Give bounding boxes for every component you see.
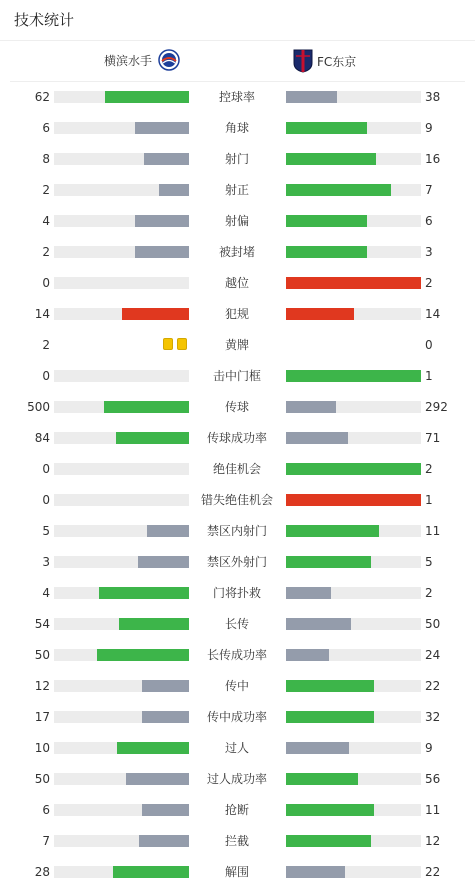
away-stat-bar-track [286,835,421,847]
home-stat-bar [99,587,189,599]
away-stat-value: 9 [425,741,433,755]
home-stat-value: 50 [34,772,50,786]
away-stat-bar-track [286,525,421,537]
home-stat-bar [119,618,189,630]
away-stat-value: 71 [425,431,441,445]
away-team[interactable] [293,49,356,73]
stat-row [0,795,475,826]
stat-row [0,609,475,640]
away-stat-bar-track [286,432,421,444]
stat-row [0,516,475,547]
away-stat-bar-track [286,463,421,475]
home-stat-value: 0 [42,369,50,383]
stat-label: 绝佳机会 [212,462,261,476]
away-stat-bar [286,711,374,723]
home-stat-bar-track [54,432,189,444]
home-stat-bar-track [54,556,189,568]
home-stat-bar-track [54,649,189,661]
home-stat-value: 10 [34,741,50,755]
away-stat-bar [286,773,358,785]
away-stat-bar-track [286,742,421,754]
away-stat-bar [286,401,336,413]
away-stat-bar [286,277,421,289]
stat-label: 过人成功率 [206,772,267,786]
home-team[interactable] [104,49,180,71]
away-stat-value: 11 [425,803,441,817]
home-stat-bar [117,742,189,754]
away-stat-bar-track [286,866,421,878]
home-stat-value: 12 [34,679,50,693]
away-stat-bar [286,742,349,754]
home-stat-value: 14 [34,307,50,321]
home-stat-bar-track [54,866,189,878]
away-stat-value: 11 [425,524,441,538]
stat-row [0,702,475,733]
away-stat-bar [286,370,421,382]
stat-row [0,237,475,268]
stat-row [0,113,475,144]
home-stat-value: 2 [42,338,50,352]
stat-label: 长传成功率 [206,648,267,662]
home-stat-bar [116,432,189,444]
away-stat-value: 1 [425,369,433,383]
home-stat-value: 2 [42,183,50,197]
stat-label: 传球 [224,400,249,414]
stat-row [0,82,475,113]
home-stat-value: 500 [27,400,50,414]
away-stat-bar [286,215,367,227]
away-stat-bar [286,122,367,134]
away-stat-value: 7 [425,183,433,197]
away-stat-bar-track [286,246,421,258]
home-stat-bar-track [54,587,189,599]
away-stat-bar-track [286,184,421,196]
away-stat-bar [286,866,345,878]
stat-label: 拦截 [224,834,249,848]
stat-label: 解围 [224,865,249,879]
home-stat-value: 6 [42,121,50,135]
home-stat-value: 3 [42,555,50,569]
stat-label: 传中成功率 [206,710,267,724]
away-stat-value: 38 [425,90,441,104]
stat-label: 角球 [224,121,249,135]
home-stat-bar [142,680,189,692]
stat-row [0,857,475,888]
stat-label: 过人 [224,741,249,755]
home-stat-bar-track [54,773,189,785]
home-stat-bar [139,835,189,847]
away-stat-value: 22 [425,679,441,693]
home-stat-bar-track [54,370,189,382]
away-stat-value: 2 [425,586,433,600]
away-stat-bar-track [286,494,421,506]
away-stat-bar [286,153,376,165]
stat-label: 射正 [224,183,249,197]
home-stat-bar-track [54,122,189,134]
stat-row [0,330,475,361]
home-stat-bar-track [54,246,189,258]
home-stat-bar-track [54,463,189,475]
away-stat-bar-track [286,773,421,785]
stat-row [0,485,475,516]
home-stat-bar [144,153,189,165]
home-stat-value: 4 [42,586,50,600]
stat-label: 射门 [224,152,249,166]
home-stat-bar [122,308,190,320]
away-stat-bar-track [286,649,421,661]
away-stat-bar-track [286,401,421,413]
stat-label: 禁区内射门 [206,524,267,538]
away-stat-bar-track [286,153,421,165]
away-team-name: FC东京 [317,54,357,69]
stats-list [0,82,475,888]
away-stat-bar-track [286,711,421,723]
home-stat-bar-track [54,742,189,754]
yellow-card-icon [177,338,187,350]
home-stat-bar [142,804,189,816]
home-stat-bar-track [54,184,189,196]
home-stat-bar [147,525,189,537]
stat-row [0,826,475,857]
home-stat-bar-track [54,680,189,692]
away-stat-bar-track [286,308,421,320]
stat-label: 射偏 [224,214,249,228]
home-stat-value: 6 [42,803,50,817]
home-stat-bar-track [54,91,189,103]
stat-label: 黄牌 [224,338,249,352]
away-stat-bar-track [286,91,421,103]
stat-label: 长传 [224,617,249,631]
away-stat-value: 3 [425,245,433,259]
home-stat-bar-track [54,401,189,413]
away-stat-bar-track [286,618,421,630]
home-stat-value: 0 [42,462,50,476]
stat-label: 犯规 [224,307,249,321]
away-stat-bar [286,649,329,661]
away-stat-bar [286,494,421,506]
away-stat-value: 0 [425,338,433,352]
away-stat-bar [286,804,374,816]
away-stat-bar [286,432,348,444]
home-stat-value: 50 [34,648,50,662]
yellow-cards [163,338,187,350]
stat-label: 控球率 [218,90,255,104]
stat-row [0,640,475,671]
teams-header [10,41,465,82]
home-stat-value: 8 [42,152,50,166]
away-stat-bar [286,587,331,599]
page-title: 技术统计 [0,0,475,41]
away-stat-bar [286,91,337,103]
stat-row [0,361,475,392]
away-stat-bar-track [286,680,421,692]
away-stat-value: 12 [425,834,441,848]
stat-row [0,454,475,485]
home-stat-bar-track [54,494,189,506]
yokohama-logo-icon [158,49,180,71]
stat-row [0,299,475,330]
stat-row [0,206,475,237]
away-stat-value: 2 [425,276,433,290]
away-stat-bar [286,525,379,537]
away-stat-bar-track [286,804,421,816]
home-stat-bar [138,556,189,568]
stat-row [0,733,475,764]
stat-label: 错失绝佳机会 [200,493,273,507]
stat-row [0,175,475,206]
yellow-card-icon [163,338,173,350]
home-stat-value: 2 [42,245,50,259]
stat-label: 传中 [224,679,249,693]
home-stat-bar [97,649,189,661]
home-stat-value: 7 [42,834,50,848]
away-stat-bar-track [286,122,421,134]
home-stat-bar [113,866,189,878]
stat-row [0,578,475,609]
home-stat-bar [142,711,189,723]
home-stat-bar [159,184,189,196]
home-stat-bar-track [54,525,189,537]
stat-label: 传球成功率 [206,431,267,445]
home-stat-value: 84 [34,431,50,445]
home-stat-value: 17 [34,710,50,724]
away-stat-value: 2 [425,462,433,476]
away-stat-value: 50 [425,617,441,631]
home-stat-bar-track [54,711,189,723]
home-stat-bar-track [54,277,189,289]
home-stat-value: 28 [34,865,50,879]
home-stat-value: 54 [34,617,50,631]
away-stat-bar [286,618,351,630]
stat-row [0,547,475,578]
home-team-name: 横滨水手 [103,53,152,68]
home-stat-bar-track [54,804,189,816]
home-stat-bar-track [54,215,189,227]
stat-label: 禁区外射门 [206,555,267,569]
home-stat-value: 4 [42,214,50,228]
away-stat-bar-track [286,277,421,289]
home-stat-value: 0 [42,493,50,507]
away-stat-value: 16 [425,152,441,166]
away-stat-value: 6 [425,214,433,228]
away-stat-bar [286,835,371,847]
stat-label: 击中门框 [212,369,261,383]
stat-row [0,764,475,795]
home-stat-bar-track [54,835,189,847]
away-stat-value: 32 [425,710,441,724]
home-stat-bar [135,215,189,227]
away-stat-bar [286,680,374,692]
away-stat-bar [286,184,391,196]
home-stat-bar-track [54,618,189,630]
home-stat-bar [126,773,189,785]
away-stat-value: 1 [425,493,433,507]
away-stat-value: 22 [425,865,441,879]
away-stat-bar-track [286,370,421,382]
home-stat-bar [135,246,189,258]
home-stat-bar [105,91,189,103]
stat-label: 抢断 [224,803,249,817]
home-stat-bar-track [54,153,189,165]
fc-tokyo-logo-icon [293,49,313,73]
home-stat-bar-track [54,308,189,320]
away-stat-bar [286,246,367,258]
home-stat-value: 0 [42,276,50,290]
stat-row [0,268,475,299]
away-stat-value: 292 [425,400,448,414]
stat-label: 越位 [224,276,249,290]
away-stat-bar-track [286,556,421,568]
away-stat-value: 56 [425,772,441,786]
away-stat-value: 9 [425,121,433,135]
home-stat-bar [104,401,189,413]
stat-row [0,671,475,702]
stat-label: 门将扑救 [212,586,261,600]
home-stat-value: 5 [42,524,50,538]
stat-row [0,423,475,454]
stat-row [0,144,475,175]
away-stat-bar [286,463,421,475]
stat-label: 被封堵 [218,245,255,259]
away-stat-value: 14 [425,307,441,321]
away-stat-bar-track [286,587,421,599]
away-stat-value: 5 [425,555,433,569]
away-stat-bar [286,308,354,320]
away-stat-value: 24 [425,648,441,662]
away-stat-bar [286,556,371,568]
stat-row [0,392,475,423]
away-stat-bar-track [286,215,421,227]
home-stat-value: 62 [34,90,50,104]
home-stat-bar [135,122,189,134]
